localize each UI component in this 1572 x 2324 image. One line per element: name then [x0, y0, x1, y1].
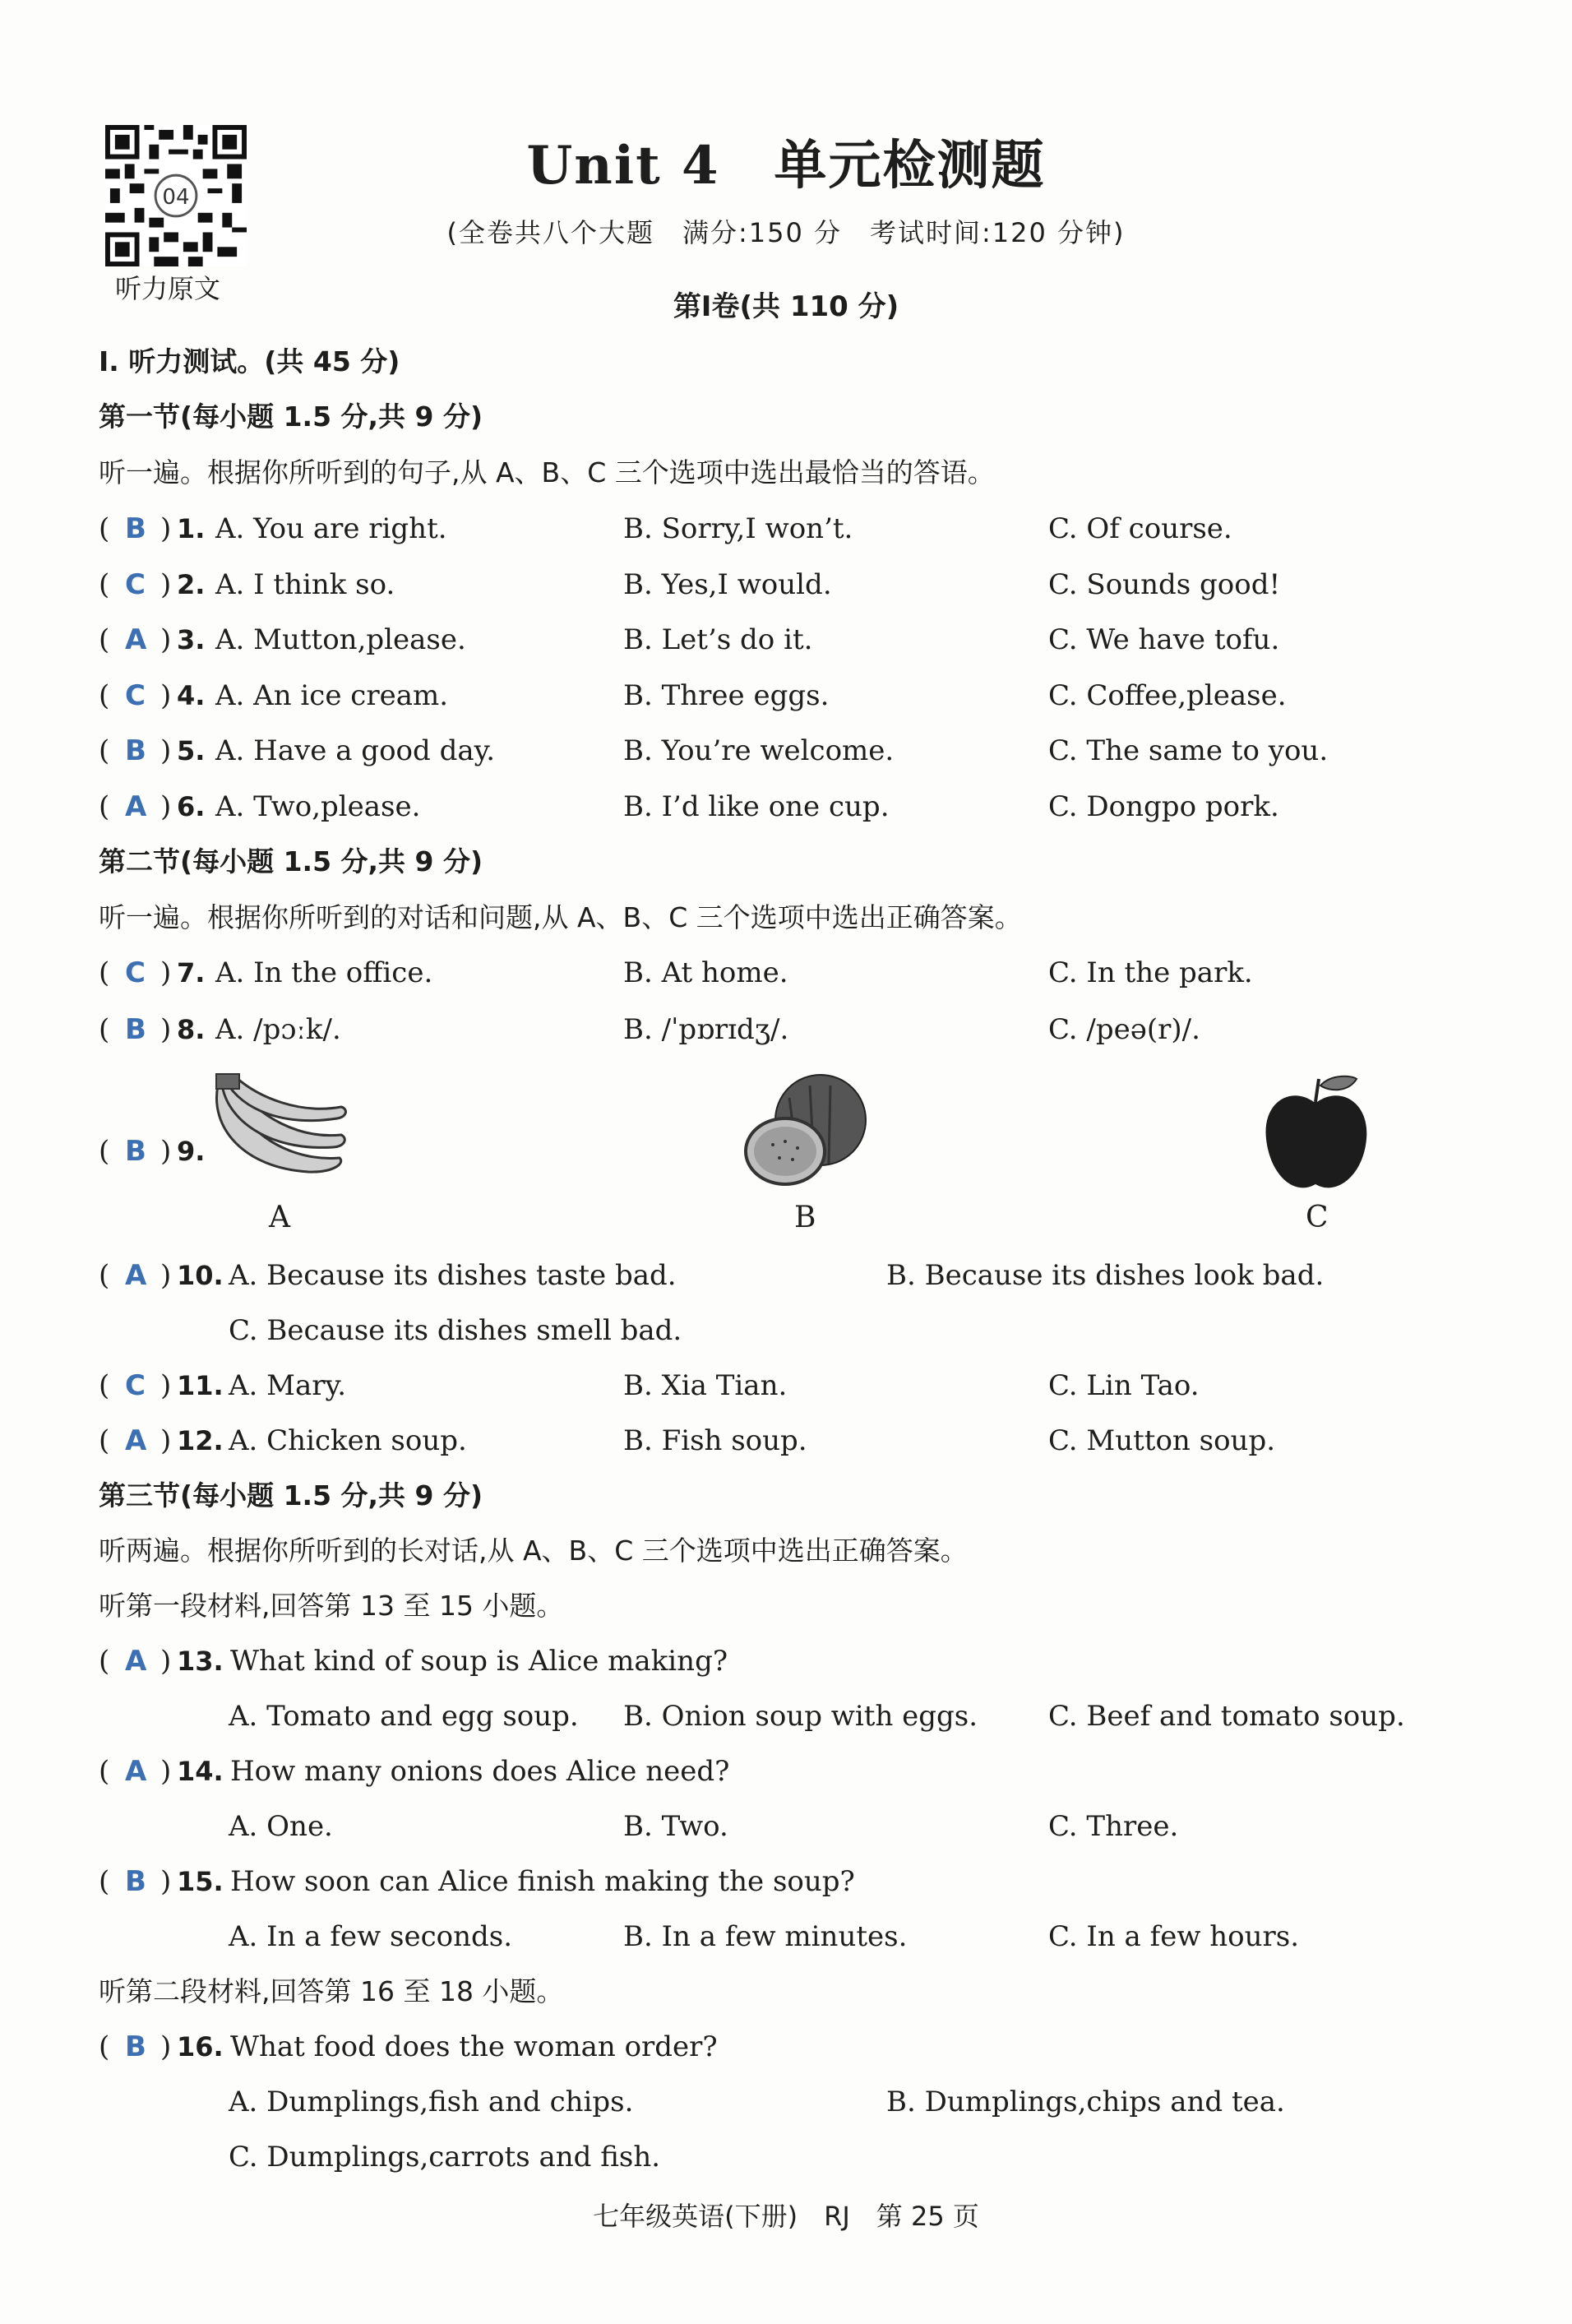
answer-mark: B	[125, 1013, 146, 1046]
question-row: ( A ) 12. A. Chicken soup. B. Fish soup. C. Mutton soup.	[0, 1416, 1572, 1465]
option-c: C. Dumplings,carrots and fish.	[229, 2141, 661, 2174]
question-number: 6.	[177, 791, 206, 822]
option-b: B. I’d like one cup.	[623, 790, 890, 823]
options-row	[0, 1692, 1572, 1741]
option-a: A. You are right.	[215, 512, 447, 545]
options-row	[0, 1802, 1572, 1851]
question-number: 14.	[177, 1756, 224, 1787]
answer-mark: C	[125, 1369, 146, 1402]
apple-icon	[1258, 1069, 1373, 1201]
volume-heading: 第Ⅰ卷(共 110 分)	[673, 290, 899, 323]
question-row: ( A ) 6. A. Two,please. B. I’d like one cup. C. Dongpo pork.	[0, 782, 1572, 831]
option-c: C. We have tofu.	[1048, 623, 1280, 656]
question-stem: How soon can Alice finish making the soup?	[230, 1865, 855, 1898]
instruction	[0, 448, 1572, 498]
question-row: ( B ) 15. How soon can Alice finish making the soup?	[0, 1857, 1572, 1906]
option-b: B. At home.	[623, 956, 788, 989]
question-row: ( C ) 11. A. Mary. B. Xia Tian. C. Lin Tao.	[0, 1361, 1572, 1410]
page-footer: 七年级英语(下册) RJ 第 25 页	[593, 2201, 979, 2232]
answer-mark: A	[125, 1424, 147, 1457]
option-b: B. /ˈpɒrɪdʒ/.	[623, 1013, 789, 1046]
question-number: 10.	[177, 1260, 224, 1291]
question-row: ( A ) 14. How many onions does Alice need?	[0, 1747, 1572, 1796]
answer-mark: A	[125, 1645, 147, 1678]
instruction	[0, 1526, 1572, 1576]
answer-mark: B	[125, 512, 146, 545]
question-number: 2.	[177, 569, 206, 600]
part1-heading: Ⅰ. 听力测试。(共 45 分)	[99, 345, 400, 377]
page-title: Unit 4 单元检测题	[526, 135, 1046, 197]
question-row: ( C ) 2. A. I think so. B. Yes,I would. C. Sounds good!	[0, 560, 1572, 609]
answer-mark: C	[125, 568, 146, 601]
option-a: A. In a few seconds.	[229, 1920, 512, 1953]
options-row	[0, 2077, 1572, 2127]
option-c: C. In the park.	[1048, 956, 1253, 989]
banana-icon	[210, 1069, 349, 1192]
sec2-instruction: 听一遍。根据你所听到的对话和问题,从 A、B、C 三个选项中选出正确答案。	[99, 901, 1022, 933]
option-b: B. Dumplings,chips and tea.	[886, 2086, 1285, 2118]
option-a: A. One.	[229, 1810, 333, 1843]
question-number: 13.	[177, 1646, 224, 1677]
qr-caption: 听力原文	[115, 273, 221, 304]
question-row: ( A ) 3. A. Mutton,please. B. Let’s do it. C. We have tofu.	[0, 615, 1572, 664]
question-number: 3.	[177, 624, 206, 655]
option-b: B. You’re welcome.	[623, 734, 895, 767]
instruction	[0, 893, 1572, 942]
answer-mark: A	[125, 790, 147, 823]
options-row	[0, 2132, 1572, 2182]
option-c: C. Coffee,please.	[1048, 679, 1287, 712]
question-row: ( B ) 1. A. You are right. B. Sorry,I won’t. C. Of course.	[0, 504, 1572, 553]
answer-mark: A	[125, 1755, 147, 1788]
question-stem: How many onions does Alice need?	[230, 1755, 730, 1788]
exam-info: (全卷共八个大题 满分:150 分 考试时间:120 分钟)	[446, 217, 1126, 248]
option-c: C. Mutton soup.	[1048, 1424, 1276, 1457]
question-number: 4.	[177, 680, 206, 711]
question-stem: What kind of soup is Alice making?	[230, 1645, 728, 1678]
option-c: C. Because its dishes smell bad.	[229, 1314, 682, 1347]
question-row: ( A ) 10. A. Because its dishes taste bad. B. Because its dishes look bad.	[0, 1251, 1572, 1300]
answer-mark: B	[125, 1865, 146, 1898]
answer-mark: B	[125, 734, 146, 767]
option-b: B. Xia Tian.	[623, 1369, 788, 1402]
image-label-c: C	[1306, 1201, 1329, 1234]
question-row: ( B ) 9.	[0, 1127, 1572, 1176]
question-number: 12.	[177, 1425, 224, 1456]
sec2-heading: 第二节(每小题 1.5 分,共 9 分)	[99, 845, 483, 877]
option-c: C. /peə(r)/.	[1048, 1013, 1200, 1046]
option-b: B. In a few minutes.	[623, 1920, 908, 1953]
question-row: ( C ) 7. A. In the office. B. At home. C. In the park.	[0, 948, 1572, 998]
option-c: C. Of course.	[1048, 512, 1232, 545]
option-c: C. Lin Tao.	[1048, 1369, 1200, 1402]
option-b: B. Because its dishes look bad.	[886, 1259, 1325, 1292]
image-label-a: A	[269, 1201, 290, 1234]
part-heading	[0, 337, 1572, 387]
section-heading	[0, 392, 1572, 442]
material-1: 听第一段材料,回答第 13 至 15 小题。	[99, 1590, 564, 1622]
material-note	[0, 1967, 1572, 2016]
image-label-b: B	[794, 1201, 816, 1234]
option-a: A. I think so.	[215, 568, 395, 601]
option-a: A. An ice cream.	[215, 679, 449, 712]
qr-badge: 04	[162, 185, 190, 211]
option-c: C. Dongpo pork.	[1048, 790, 1279, 823]
option-b: B. Sorry,I won’t.	[623, 512, 853, 545]
question-number: 16.	[177, 2031, 224, 2062]
answer-mark: A	[125, 623, 147, 656]
sec3-instruction: 听两遍。根据你所听到的长对话,从 A、B、C 三个选项中选出正确答案。	[99, 1535, 968, 1567]
question-row	[0, 1306, 1572, 1355]
material-note	[0, 1581, 1572, 1631]
option-a: A. /pɔːk/.	[215, 1013, 341, 1046]
question-row: ( B ) 8. A. /pɔːk/. B. /ˈpɒrɪdʒ/. C. /peə(r)/.	[0, 1005, 1572, 1054]
option-b: B. Onion soup with eggs.	[623, 1700, 978, 1733]
option-a: A. Tomato and egg soup.	[229, 1700, 579, 1733]
answer-mark: C	[125, 679, 146, 712]
question-number: 15.	[177, 1866, 224, 1897]
answer-mark: B	[125, 2030, 146, 2063]
option-a: A. Have a good day.	[215, 734, 496, 767]
question-number: 5.	[177, 735, 206, 766]
answer-mark: A	[125, 1259, 147, 1292]
question-number: 7.	[177, 957, 206, 988]
option-a: A. Chicken soup.	[229, 1424, 467, 1457]
option-c: C. Beef and tomato soup.	[1048, 1700, 1405, 1733]
section-heading	[0, 837, 1572, 887]
option-c: C. Three.	[1048, 1810, 1179, 1843]
question-row: ( A ) 13. What kind of soup is Alice making?	[0, 1637, 1572, 1686]
question-number: 9.	[177, 1136, 206, 1167]
material-2: 听第二段材料,回答第 16 至 18 小题。	[99, 1975, 564, 2007]
option-c: C. The same to you.	[1048, 734, 1329, 767]
option-b: B. Let’s do it.	[623, 623, 813, 656]
answer-mark: B	[125, 1135, 146, 1168]
option-c: C. Sounds good!	[1048, 568, 1281, 601]
question-number: 8.	[177, 1014, 206, 1045]
question-row: ( B ) 16. What food does the woman order?	[0, 2022, 1572, 2072]
option-c: C. In a few hours.	[1048, 1920, 1300, 1953]
question-row: ( C ) 4. A. An ice cream. B. Three eggs. C. Coffee,please.	[0, 671, 1572, 720]
answer-mark: C	[125, 956, 146, 989]
option-a: A. In the office.	[215, 956, 433, 989]
option-b: B. Yes,I would.	[623, 568, 832, 601]
option-a: A. Dumplings,fish and chips.	[229, 2086, 634, 2118]
option-b: B. Three eggs.	[623, 679, 830, 712]
section-heading	[0, 1471, 1572, 1521]
sec1-heading: 第一节(每小题 1.5 分,共 9 分)	[99, 400, 483, 433]
watermelon-icon	[740, 1069, 872, 1192]
options-row	[0, 1912, 1572, 1961]
sec3-heading: 第三节(每小题 1.5 分,共 9 分)	[99, 1479, 483, 1512]
question-stem: What food does the woman order?	[230, 2030, 718, 2063]
question-number: 11.	[177, 1370, 224, 1401]
option-b: B. Two.	[623, 1810, 728, 1843]
option-a: A. Mutton,please.	[215, 623, 466, 656]
option-a: A. Because its dishes taste bad.	[229, 1259, 677, 1292]
option-a: A. Mary.	[229, 1369, 347, 1402]
question-number: 1.	[177, 513, 206, 544]
option-b: B. Fish soup.	[623, 1424, 807, 1457]
question-row: ( B ) 5. A. Have a good day. B. You’re welcome. C. The same to you.	[0, 726, 1572, 775]
sec1-instruction: 听一遍。根据你所听到的句子,从 A、B、C 三个选项中选出最恰当的答语。	[99, 456, 995, 488]
option-a: A. Two,please.	[215, 790, 421, 823]
